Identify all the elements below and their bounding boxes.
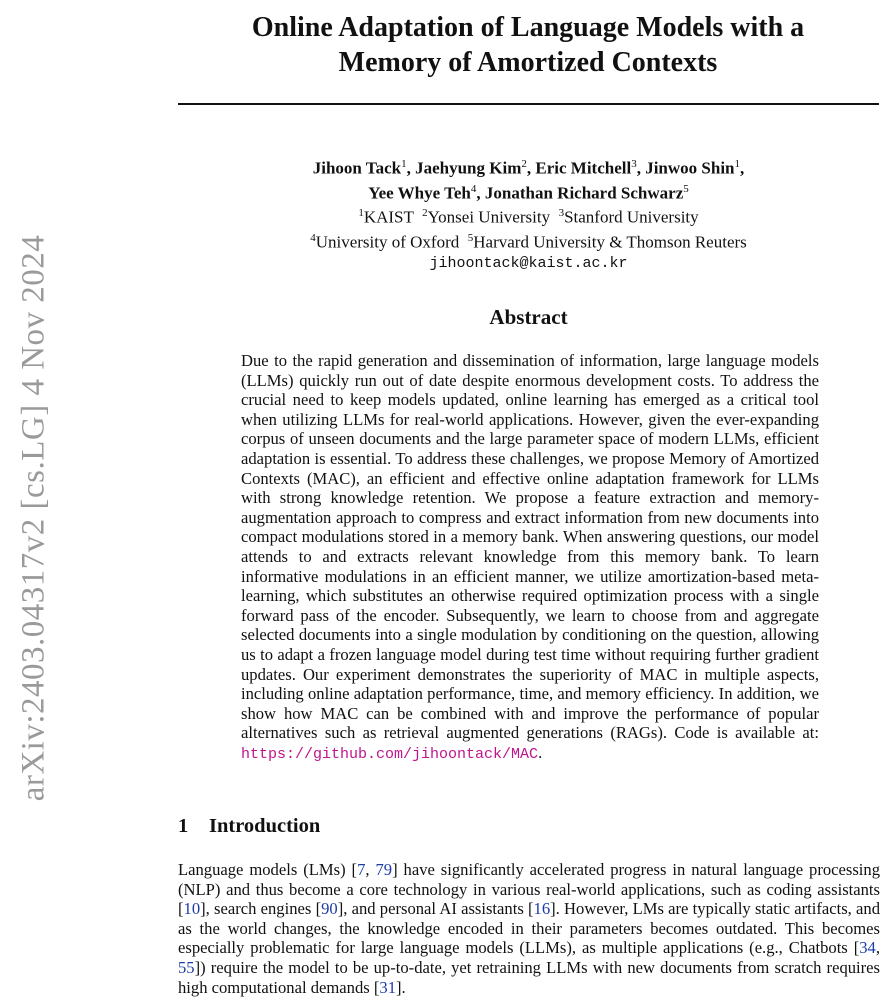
intro-text: ] have significantly accelerated progress in natural language processing (NLP) and thus become a core technology in various real-world applications, such as coding assistants [ [178,860,881,919]
intro-text: , [875,938,880,958]
abstract-period: . [538,742,543,762]
affiliation-mark: 4 [310,231,316,244]
author-name: Yee Whye Teh [368,183,471,203]
arxiv-sidebar [8,0,60,1000]
author-names-line-2: Yee Whye Teh$^4$, Jonathan Richard Schwarz$^5$ [368,182,689,203]
author-name: Eric Mitchell [535,158,632,178]
affiliation: KAIST [363,207,414,227]
author-affiliation-mark: 2 [521,158,527,170]
author-block [178,154,879,274]
author-name: Jinwoo Shin [645,158,735,178]
intro-text: ], search engines [ [200,899,322,919]
affiliation-mark: 3 [558,207,565,220]
author-affiliation-mark: 1 [401,158,407,170]
author-names-line-1: Jihoon Tack$^1$, Jaehyung Kim$^2$, Eric Mitchell$^3$, Jinwoo Shin$^1$, [312,158,745,178]
intro-text: Language models (LMs) [ [178,860,358,879]
citation-link[interactable]: 90 [321,899,338,919]
author-name: Jihoon Tack [312,158,402,178]
intro-text: , [365,860,376,879]
title-line-2: Memory of Amortized Contexts [338,47,718,78]
abstract-paragraph [241,351,819,764]
intro-text: ], and personal AI assistants [ [337,899,534,919]
citation-link[interactable]: 16 [533,899,551,919]
affiliation: University of Oxford [315,232,460,252]
arxiv-identifier: arXiv:2403.04317v2 [cs.LG] 4 Nov 2024 [15,234,52,802]
affiliations-line-1 [178,203,879,228]
affiliation: Harvard University & Thomson Reuters [473,232,747,252]
citation-link[interactable]: 7 [357,860,366,879]
affiliation-mark: 1 [358,207,364,220]
intro-text: ]. However, LMs are typically static artifacts, and as the world changes, the knowledge encoded in their parameters becomes outdated. This becomes especially problematic for large language models (LLMs), as multiple applications (e.g., Chatbots [ [178,899,880,958]
contact-email: jihoontack@kaist.ac.kr [429,254,628,272]
author-name: Jaehyung Kim [415,158,522,178]
section-number: 1 [178,815,189,837]
section-title: Introduction [209,815,321,837]
intro-text: ]) require the model to be up-to-date, yet retraining LLMs with new documents from scratch requires high computational demands [ [178,957,880,997]
paper-title [178,10,878,80]
author-affiliation-mark: 1 [734,158,740,170]
affiliation: Yonsei University [427,207,551,227]
citation-link[interactable]: 79 [375,860,393,879]
affiliation-mark: 5 [467,231,474,244]
affiliation: Stanford University [564,207,699,227]
author-name: Jonathan Richard Schwarz [484,183,684,203]
affiliation-mark: 2 [422,207,428,220]
author-affiliation-mark: 5 [683,182,689,195]
abstract-text: Due to the rapid generation and dissemination of information, large language models (LLMs) quickly run out of date despite enormous development costs. To address the crucial need to keep models updated, online learning has emerged as a critical tool when utilizing LLMs for real-world applications. However, given the ever-expanding corpus of unseen documents and the large parameter space of modern LLMs, efficient adaptation is essential. To address these challenges, we propose Memory of Amortized Contexts (MAC), an efficient and effective online adaptation framework for LLMs with strong knowledge retention. We propose a feature extraction and memory-augmentation approach to compress and extract information from new documents into compact modulations stored in a memory bank. When answering questions, our model attends to and extracts relevant knowledge from this memory bank. To learn informative modulations in an efficient manner, we utilize amortization-based meta-learning, which substitutes an otherwise required optimization process with a single forward pass of the encoder. Subsequently, we learn to choose from and aggregate selected documents into a single modulation by conditioning on the question, allowing us to adapt a frozen language model during test time without requiring further gradient updates. Our experiment demonstrates the superiority of MAC in multiple aspects, including online adaptation performance, time, and memory efficiency. In addition, we show how MAC can be combined with and improve the performance of popular alternatives such as retrieval augmented generations (RAGs). Code is available at: [241,351,819,743]
affiliations-line-2 [178,228,879,253]
author-affiliation-mark: 3 [631,158,637,170]
citation-link[interactable]: 31 [379,977,396,997]
author-affiliation-mark: 4 [470,182,477,195]
intro-paragraph [178,860,880,997]
citation-link[interactable]: 10 [183,899,201,919]
code-link[interactable]: https://github.com/jihoontack/MAC [241,745,539,763]
title-line-1: Online Adaptation of Language Models with a [251,12,805,43]
section-heading-introduction [178,815,320,838]
title-rule [178,103,879,105]
citation-link[interactable]: 55 [178,957,195,977]
abstract-heading: Abstract [489,305,568,329]
intro-text: ]. [395,977,406,997]
citation-link[interactable]: 34 [859,938,876,958]
